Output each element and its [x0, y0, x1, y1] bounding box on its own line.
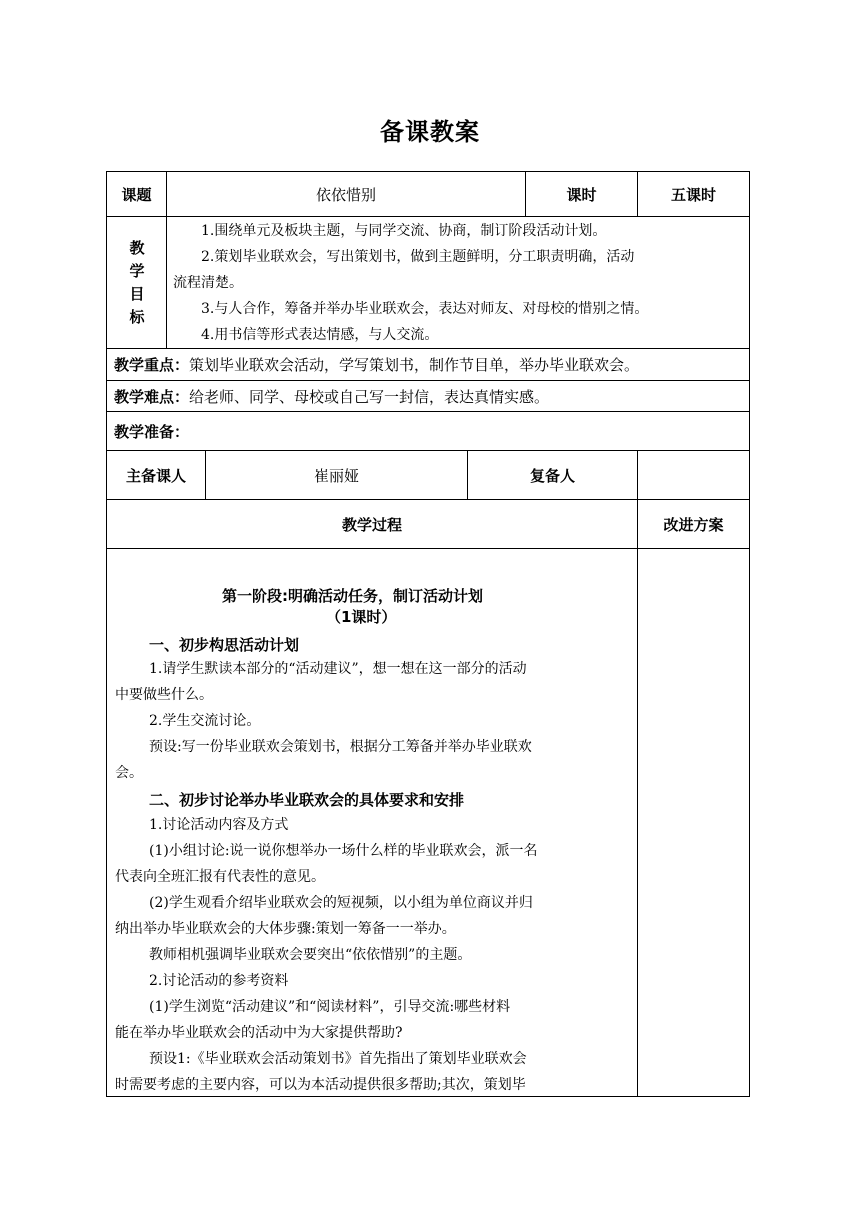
key-points-text: 策划毕业联欢会活动，学写策划书，制作节目单，举办毕业联欢会。: [189, 356, 640, 374]
difficulties-label: 教学难点：: [114, 388, 190, 406]
process-line: 代表向全班汇报有代表性的意见。: [115, 869, 325, 885]
row-divider: [106, 411, 750, 412]
key-points-label: 教学重点：: [114, 356, 190, 374]
process-line: 时需要考虑的主要内容，可以为本活动提供很多帮助;其次，策划毕: [115, 1077, 526, 1093]
preparation-row: [114, 421, 189, 442]
hours-value: 五课时: [670, 185, 716, 204]
process-header: 教学过程: [341, 515, 402, 534]
objective-line: 3.与人合作，筹备并举办毕业联欢会，表达对师友、对母校的惜别之情。: [201, 301, 649, 317]
process-line: 2.讨论活动的参考资料: [149, 973, 289, 989]
process-line: 能在举办毕业联欢会的活动中为大家提供帮助?: [115, 1025, 403, 1041]
objective-line: 4.用书信等形式表达情感，与人交流。: [201, 327, 439, 343]
row-divider: [106, 216, 750, 217]
objectives-label-char: 教: [129, 239, 145, 257]
main-teacher-value: 崔丽娅: [313, 466, 359, 485]
topic-label: 课题: [121, 185, 152, 204]
row-divider: [106, 548, 750, 549]
objectives-label-char: 标: [129, 308, 145, 326]
stage-title: 第一阶段:明确活动任务，制订活动计划: [222, 587, 484, 605]
process-line: (1)学生浏览“活动建议”和“阅读材料”，引导交流:哪些材料: [149, 999, 511, 1015]
table-border-right: [749, 171, 750, 1097]
objective-line: 2.策划毕业联欢会，写出策划书，做到主题鲜明，分工职责明确，活动: [201, 249, 635, 265]
row-divider: [106, 380, 750, 381]
objectives-label-char: 学: [129, 262, 145, 280]
reviewer-value: [638, 451, 749, 499]
difficulties-row: [114, 386, 549, 407]
process-line: (1)小组讨论:说一说你想举办一场什么样的毕业联欢会，派一名: [149, 843, 538, 859]
process-line: 中要做些什么。: [115, 687, 213, 703]
stage-subtitle: （1课时）: [326, 608, 397, 626]
difficulties-text: 给老师、同学、母校或自己写一封信，表达真情实感。: [189, 388, 550, 406]
process-line: (2)学生观看介绍毕业联欢会的短视频，以小组为单位商议并归: [149, 895, 533, 911]
table-border-left: [106, 171, 107, 1097]
process-line: 1.讨论活动内容及方式: [149, 817, 289, 833]
hours-label: 课时: [566, 185, 597, 204]
key-points-row: [114, 354, 639, 375]
process-line: 1.请学生默读本部分的“活动建议”，想一想在这一部分的活动: [149, 661, 527, 677]
page-title: 备课教案: [380, 118, 480, 146]
preparation-label: 教学准备：: [114, 423, 190, 441]
section-heading: 二、初步讨论举办毕业联欢会的具体要求和安排: [149, 791, 465, 809]
process-line: 2.学生交流讨论。: [149, 713, 261, 729]
process-line: 会。: [115, 765, 143, 781]
row-divider: [106, 348, 750, 349]
objectives-label-char: 目: [129, 285, 145, 303]
process-line: 预设:写一份毕业联欢会策划书，根据分工筹备并举办毕业联欢: [149, 739, 532, 755]
section-heading: 一、初步构思活动计划: [149, 636, 300, 654]
objective-line: 流程清楚。: [173, 275, 243, 291]
objectives-label: [108, 237, 166, 329]
table-border-bottom: [106, 1096, 750, 1097]
reviewer-label: 复备人: [529, 466, 575, 485]
main-teacher-label: 主备课人: [125, 466, 186, 485]
process-line: 预设1:《毕业联欢会活动策划书》首先指出了策划毕业联欢会: [149, 1051, 527, 1067]
topic-value: 依依惜别: [315, 185, 376, 204]
process-line: 纳出举办毕业联欢会的大体步骤:策划一筹备一一举办。: [115, 921, 456, 937]
process-line: 教师相机强调毕业联欢会要突出“依依惜别”的主题。: [149, 947, 472, 963]
improve-header: 改进方案: [663, 515, 724, 534]
objective-line: 1.围绕单元及板块主题，与同学交流、协商，制订阶段活动计划。: [201, 223, 607, 239]
